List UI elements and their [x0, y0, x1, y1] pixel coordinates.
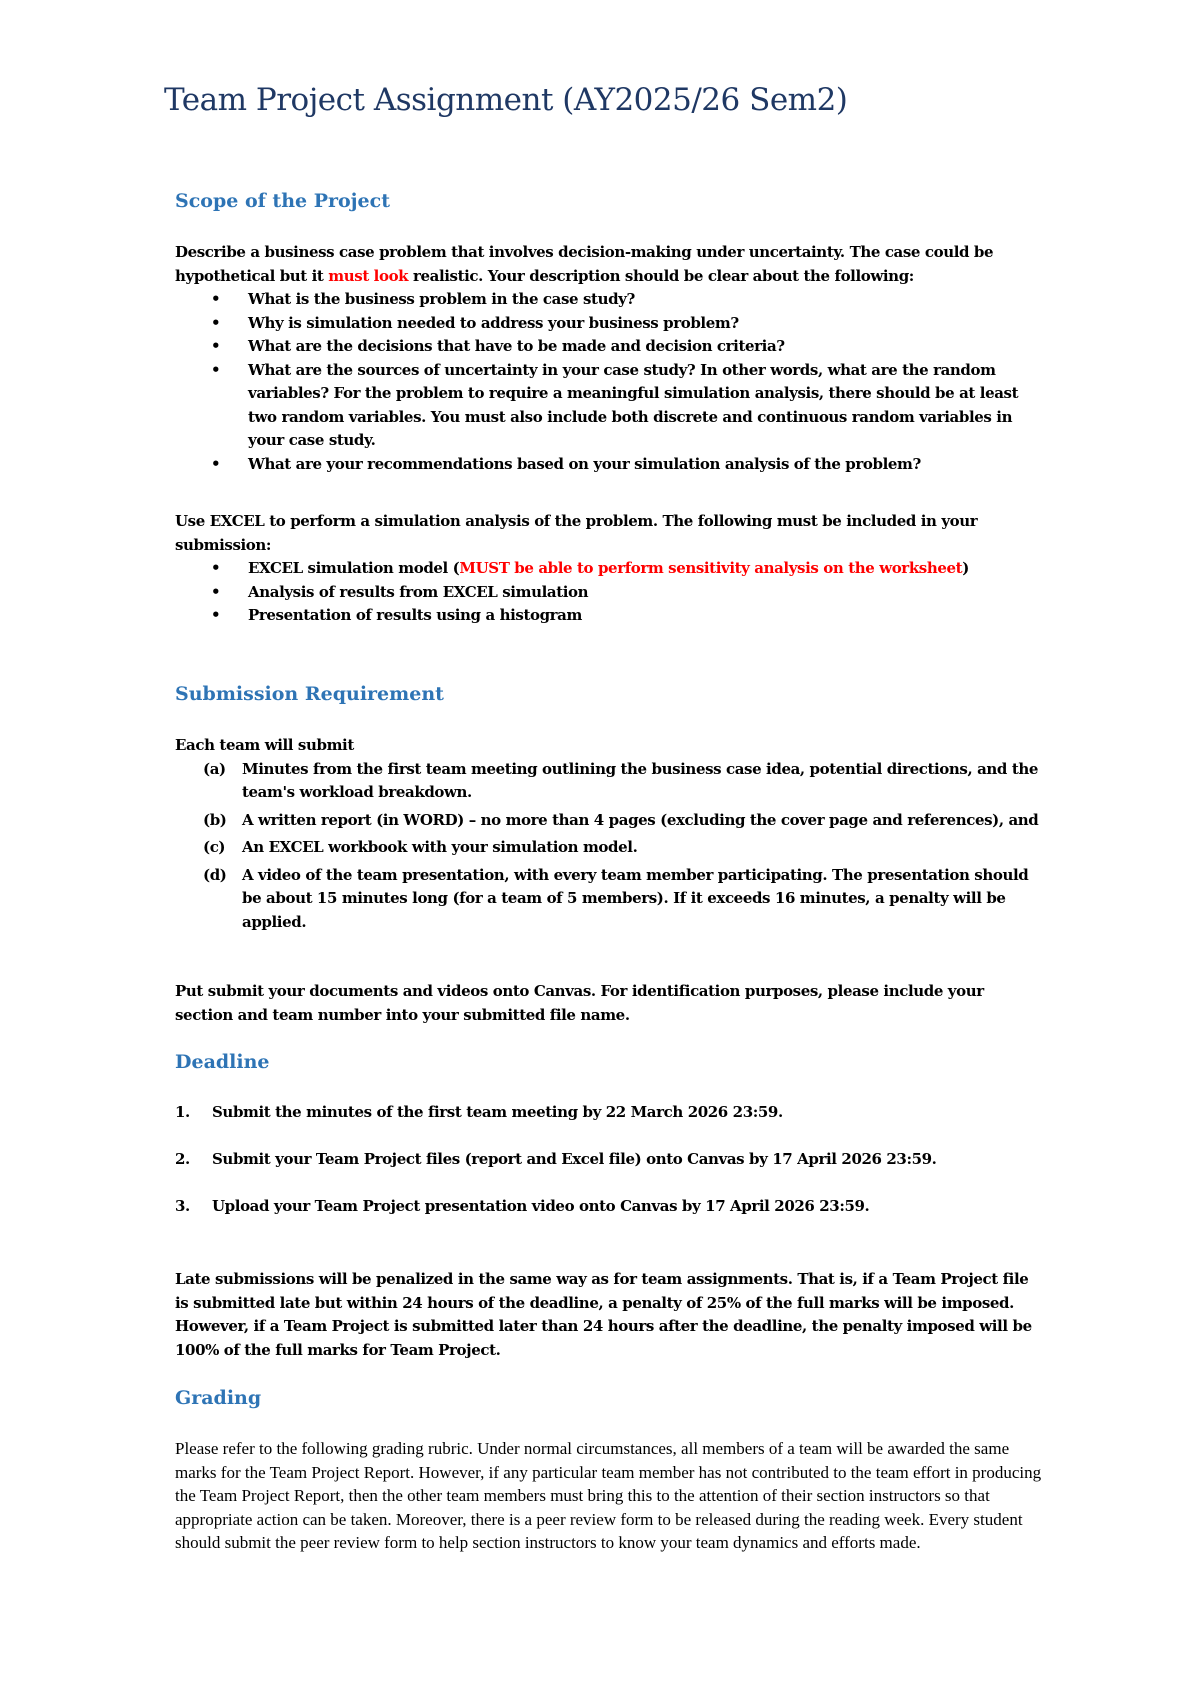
submission-intro: Each team will submit — [175, 736, 354, 754]
list-item — [175, 1195, 1045, 1219]
list-item — [175, 557, 1045, 581]
excel-intro: Use EXCEL to perform a simulation analysis of the problem. The following must be included in your submission: — [175, 512, 978, 554]
list-item-text: Submit your Team Project files (report and Excel file) onto Canvas by 17 April 2026 23:59. — [212, 1150, 937, 1168]
list-marker: (b) — [203, 810, 227, 829]
scope-heading: Scope of the Project — [175, 190, 390, 212]
list-item — [175, 758, 1045, 805]
list-marker: 3. — [175, 1197, 190, 1215]
list-item-text: Minutes from the first team meeting outlining the business case idea, potential directions, and the team's workload breakdown. — [242, 759, 1038, 801]
scope-intro-text-2: realistic. Your description should be clear about the following: — [408, 266, 914, 285]
list-item — [175, 864, 1045, 935]
scope-bullet-list — [175, 288, 1045, 476]
deadline-list — [175, 1101, 1045, 1219]
page-title: Team Project Assignment (AY2025/26 Sem2) — [164, 82, 848, 118]
list-marker: (a) — [203, 759, 226, 778]
list-marker: 1. — [175, 1103, 190, 1121]
late-policy: Late submissions will be penalized in the same way as for team assignments. That is, if a Team Project file is submitted late but within 24 hours of the deadline, a penalty of 25% of the full marks will be imposed. However, if a Team Project is submitted later than 24 hours after the deadline, the penalty imposed will be 100% of the full marks for Team Project. — [175, 1270, 1032, 1359]
list-marker: (c) — [203, 838, 226, 856]
list-item: • What is the business problem in the case study? — [175, 288, 1045, 312]
list-item: • What are the sources of uncertainty in your case study? In other words, what are the random variables? For the problem to require a meaningful simulation analysis, there should be at least two random variables. You must also include both discrete and continuous random variables in your case study. — [175, 359, 1045, 453]
list-item: • What are your recommendations based on your simulation analysis of the problem? — [175, 453, 1045, 477]
submission-heading: Submission Requirement — [175, 683, 444, 705]
scope-intro-emphasis: must look — [328, 266, 409, 285]
excel-bullet-list — [175, 557, 1045, 628]
submission-list — [175, 758, 1045, 935]
list-item-text: A written report (in WORD) – no more than 4 pages (excluding the cover page and references), and — [242, 810, 1039, 829]
canvas-note: Put submit your documents and videos onto Canvas. For identification purposes, please include your section and team number into your submitted file name. — [175, 982, 984, 1024]
list-item: • What are the decisions that have to be made and decision criteria? — [175, 335, 1045, 359]
list-marker: 2. — [175, 1150, 190, 1168]
grading-text: Please refer to the following grading rubric. Under normal circumstances, all members of a team will be awarded the same marks for the Team Project Report. However, if any particular team member has not contributed to the team effort in producing the Team Project Report, then the other team members must bring this to the attention of their section instructors so that appropriate action can be taken. Moreover, there is a peer review form to be released during the reading week. Every student should submit the peer review form to help section instructors to know your team dynamics and efforts made. — [175, 1439, 1042, 1553]
list-item-text: An EXCEL workbook with your simulation model. — [242, 838, 638, 856]
scope-intro — [175, 241, 1045, 288]
scope-intro-text-1: Describe a business case problem that involves decision-making under uncertainty. The case could be hypothetical but it — [175, 243, 994, 285]
list-item-text: A video of the team presentation, with every team member participating. The presentation should be about 15 minutes long (for a team of 5 members). If it exceeds 16 minutes, a penalty will be applied. — [242, 865, 1029, 931]
grading-heading: Grading — [175, 1387, 262, 1409]
list-item — [175, 1148, 1045, 1172]
list-item: • Presentation of results using a histogram — [175, 604, 1045, 628]
deadline-section — [175, 1101, 1045, 1242]
excel-section — [175, 510, 1045, 628]
list-item — [175, 809, 1045, 833]
list-item-text: Upload your Team Project presentation video onto Canvas by 17 April 2026 23:59. — [212, 1197, 870, 1215]
list-item: • Analysis of results from EXCEL simulation — [175, 581, 1045, 605]
list-item-text: Submit the minutes of the first team meeting by 22 March 2026 23:59. — [212, 1103, 783, 1121]
excel-model-prefix: EXCEL simulation model ( — [248, 559, 460, 577]
scope-section — [175, 241, 1045, 476]
submission-section — [175, 734, 1045, 938]
excel-model-suffix: ) — [962, 559, 969, 577]
list-marker: (d) — [203, 865, 227, 884]
list-item — [175, 1101, 1045, 1125]
deadline-heading: Deadline — [175, 1051, 270, 1073]
list-item — [175, 836, 1045, 860]
list-item: • Why is simulation needed to address your business problem? — [175, 312, 1045, 336]
excel-model-emphasis: MUST be able to perform sensitivity analysis on the worksheet — [459, 559, 963, 577]
